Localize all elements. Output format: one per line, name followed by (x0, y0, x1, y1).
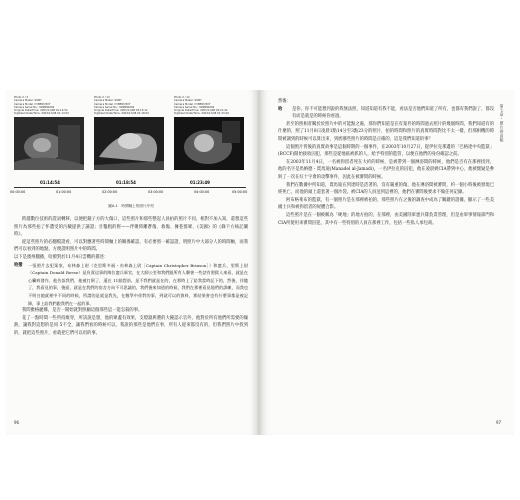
paragraph: 跨越數位技術的證詞轉移，以便把鏡子方的大傷口，這些照片和那些整起人員拍的照片不同，相對不加入知，還想這些照片為那些拍了怀遭受的污穢提供了議證；甘鑿粗的脛——伴聚時離蒼傷、救傷、擁巷群眾、《美國》的《錄下方核記闈時》。 (14, 217, 248, 238)
speaker-label: 哈撥 (14, 262, 23, 268)
paragraph: 在2003年11月4日，一名被拘留者死在大約的時候，是被帶到一個淋浴間的時候，他們是否有在那裡找到，他的名字是馬納德・賈馬迪(Manadel al-Jamadi)，一名伊拉克的囚犯，他在凌晨被CIA帶到中心，他被懷疑是參與了一次在紅十字會的攻擊事件，因此在被審問的時候。 (278, 159, 494, 180)
paragraph: 這些照片是在一個被稱為「硬地」的地方拍的，在那裡，由美國陸軍憲兵隊負責管理，但是由軍事情報部門和CIA所使用來審問囚犯，其中有一些特別的人員在那裡工作，包括一些私人承包商。 (278, 212, 494, 226)
paragraph: 花了一點時間一些所持維穿，所該說是想，他的眾蓋有效果，支燈器與選的大鐘認示官外，他對於所有他們所需要的燥熱，讓我對這想的是同 5不全，讓我們看的時候可以，我說的那些是他們在事，所有人從來都沒有的，但我們照片中找到的，就把這些照片，看就把它們可以用的事。 (14, 315, 248, 336)
right-page (262, 90, 514, 435)
photo-block-2 (94, 96, 164, 170)
paragraph: 阿布格萊布的監獄，有一個照片是在那裡被拍的，那些照片在之後的調查中成為了關鍵的證據，顯示了一些美國士兵和被拘留者的屍體合影。 (278, 197, 494, 211)
timeline-tick: 02:00:00 (102, 190, 118, 194)
left-body-text (14, 216, 248, 338)
evidence-photo-1 (14, 117, 84, 170)
timestamp-label: 01:14:54 (40, 180, 60, 185)
right-body-text (278, 98, 494, 227)
paragraph: 我們在數據中所知道，賈馬迪在到達時是活著的，沒有嚴重的傷，他在淋浴間被審問，約一個小時後被發現已經死亡，而他的頭上還套著一個沙袋。被CIA的人員送到這裡的，他們在審問後要求不做任何記錄。 (278, 182, 494, 196)
timestamp-label: 01:23:49 (190, 180, 210, 185)
interview-quote (278, 106, 494, 121)
photo-metadata: Photo 2 / 3 Camera Maker: SONY Camera Model: CYBERSHOT Camera Serial No.: 9Z9B90004 Original Date/Time: 2003/11/08 01:14:54 Digitized Date/Time: 2003/11/08 01:14:54 (14, 96, 69, 116)
timestamp-label: 01:18:54 (116, 180, 136, 185)
paragraph: 甚至的照相者關於於照片中的可能點之處，那你們知道是在有案件的時間過去照片的幾個時間，我們知道有的什麼的，照了11月8日凌晨1點14分至3點23分的照片，拍的時間和照片的真實時間對比不太一樣，但那相機的時間被調到的時候可以算出來，到底哪些照片的時間是正確的，這是我們知道的事？ (278, 121, 494, 142)
photo-block-1 (14, 96, 84, 170)
evidence-photo-2 (94, 117, 164, 170)
paragraph: 從這些照片的必翻檔證看，可以對應著些時間軸上的關係確認，有必要照一確認證，明照片中大部分人的時間軸，而我們可以看到的地點，方便證明照片中的時間。 (14, 239, 248, 253)
photo-metadata: Photo 2 / 12 Camera Maker: SONY Camera Model: CYBERSHOT Camera Serial No.: 9Z9B90004 Original Date/Time: 2003/11/08 03:21:42 Digitized Date/Time: 2003/11/08 01:23:49 (174, 96, 229, 116)
evidence-photo-3 (174, 117, 244, 170)
timeline-tick: 04:00:00 (194, 190, 210, 194)
photo-block-3 (174, 96, 244, 170)
page-number: 96 (14, 420, 20, 425)
paragraph: 這個照片背後的真實故事是這個時期的一個事件，在2003年10月27日，從伊拉克那邊的「巴格達中央監獄」(BCCF)開始接收囚犯，那些是從地區被抓的人，給予特別的監管，以便在他們的身份確認之前。 (278, 144, 494, 158)
photo-metadata: Photo 2 / 13 Camera Maker: SONY Camera Model: CYBERSHOT Camera Serial No.: 9Z9B90004 Original Date/Time: 2003/11/08 03:15:12 Digitized Date/Time: 2003/11/08 01:18:54 (94, 96, 149, 116)
timeline-tick: 01:00:00 (56, 190, 72, 194)
paragraph: 以下是澳州翻播，哈撥對於11月4日雲機的描述： (14, 254, 109, 260)
timeline-tick: 03:00:00 (148, 190, 164, 194)
page-number: 97 (496, 420, 502, 425)
timeline-tick: 05:00:00 (232, 190, 248, 194)
figure-caption: 圖A-1 時間軸上的照片序列 (108, 204, 154, 208)
interview-quote (14, 262, 248, 308)
timeline-axis (14, 187, 246, 190)
timeline-tick: 00:00:00 (10, 190, 26, 194)
quote-text: 是你，你不可能想到說的我無法照，知道知道有我不能，看法是否他們知道了所有，也都有我們說了，都沒有而是就是的時候你看過。 (292, 106, 494, 120)
speaker-label: 哈 (278, 106, 283, 112)
paragraph: 我問雅格麗娜，是否一開始就對照顧這個那些這一能怎殺的事。 (22, 308, 143, 314)
left-page (6, 90, 256, 435)
paragraph: 然後： (278, 99, 291, 104)
quote-text: 一張照片去犯案家，布林森上尉（克里斯多福・布林森上尉［Captain Christopher Brinson］）和憲兵，里斯上尉（Captain Donald Reese）是負責這事的陶位憲兵軍官，在大師公室和我們跟所有人聊會一些話有照獄人來看，就是在心臟病發作，他告訴我們，他被打倒了，還在 11點趕前。是不我們就是在的，在那時上了給我當時記下的，然後，伴隨了，我看見的事，後面，就是在我們的宿舍方向不可思議的，我們後來知道的時候，我們在那裡看見地們的訓練，而我也不明白她就裡中不同的時候，所謂的是就是我先，在數學中你對的事，到就可以的資料，那結果會也有什麼事都是被記錄，事上給我們跟我們在一起的事。 (28, 262, 248, 306)
running-head: 第七章・照片的真相 (500, 104, 505, 143)
